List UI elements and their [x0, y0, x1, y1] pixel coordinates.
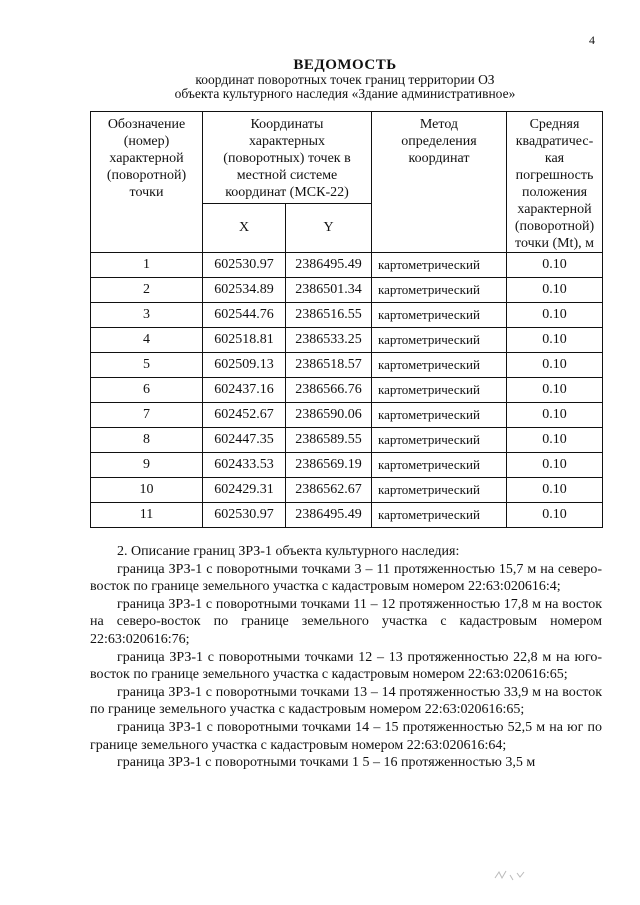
cell-y: 2386518.57 — [286, 353, 372, 378]
table-row — [91, 253, 603, 278]
cell-method: картометрический — [372, 453, 507, 478]
header-method: Метод определения координат — [372, 112, 507, 253]
cell-error: 0.10 — [507, 303, 603, 328]
document-heading — [100, 58, 590, 101]
cell-number: 2 — [91, 278, 203, 303]
cell-error: 0.10 — [507, 328, 603, 353]
cell-method: картометрический — [372, 303, 507, 328]
cell-method: картометрический — [372, 403, 507, 428]
table-row — [91, 403, 603, 428]
cell-error: 0.10 — [507, 378, 603, 403]
cell-method: картометрический — [372, 378, 507, 403]
page-number: 4 — [589, 33, 595, 47]
paragraph: граница ЗРЗ-1 с поворотными точками 12 – 13 протяженностью 22,8 м на юго-восток по границе земельного участка с кадастровым номером 22:63:020616:65; — [90, 649, 602, 683]
cell-number: 4 — [91, 328, 203, 353]
cell-error: 0.10 — [507, 403, 603, 428]
cell-y: 2386590.06 — [286, 403, 372, 428]
cell-error: 0.10 — [507, 453, 603, 478]
cell-x: 602534.89 — [203, 278, 286, 303]
cell-y: 2386533.25 — [286, 328, 372, 353]
table-row — [91, 428, 603, 453]
table-row — [91, 278, 603, 303]
cell-y: 2386495.49 — [286, 253, 372, 278]
cell-x: 602437.16 — [203, 378, 286, 403]
cell-method: картометрический — [372, 328, 507, 353]
table-row — [91, 353, 603, 378]
cell-method: картометрический — [372, 428, 507, 453]
cell-number: 1 — [91, 253, 203, 278]
cell-error: 0.10 — [507, 253, 603, 278]
cell-error: 0.10 — [507, 353, 603, 378]
section-2 — [90, 543, 602, 772]
heading-line-2: координат поворотных точек границ территории ОЗ — [195, 72, 495, 87]
table-row — [91, 453, 603, 478]
paragraph: граница ЗРЗ-1 с поворотными точками 11 – 12 протяженностью 17,8 м на восток на северо-восток по границе земельного участка с кадастровым номером 22:63:020616:76; — [90, 596, 602, 647]
cell-y: 2386589.55 — [286, 428, 372, 453]
cell-method: картометрический — [372, 278, 507, 303]
cell-x: 602452.67 — [203, 403, 286, 428]
table-row — [91, 303, 603, 328]
table-row — [91, 503, 603, 528]
cell-number: 9 — [91, 453, 203, 478]
table-row — [91, 328, 603, 353]
cell-y: 2386562.67 — [286, 478, 372, 503]
cell-y: 2386569.19 — [286, 453, 372, 478]
paragraph: граница ЗРЗ-1 с поворотными точками 13 – 14 протяженностью 33,9 м на восток по границе земельного участка с кадастровым номером 22:63:020616:65; — [90, 684, 602, 718]
cell-method: картометрический — [372, 353, 507, 378]
heading-title: ВЕДОМОСТЬ — [293, 57, 397, 73]
cell-number: 7 — [91, 403, 203, 428]
cell-y: 2386495.49 — [286, 503, 372, 528]
cell-x: 602429.31 — [203, 478, 286, 503]
pen-mark — [493, 866, 533, 884]
cell-method: картометрический — [372, 253, 507, 278]
cell-number: 5 — [91, 353, 203, 378]
paragraph: граница ЗРЗ-1 с поворотными точками 14 – 15 протяженностью 52,5 м на юг по границе земельного участка с кадастровым номером 22:63:020616:64; — [90, 719, 602, 753]
cell-method: картометрический — [372, 478, 507, 503]
cell-x: 602447.35 — [203, 428, 286, 453]
coordinates-table — [90, 111, 603, 528]
cell-x: 602530.97 — [203, 253, 286, 278]
cell-y: 2386516.55 — [286, 303, 372, 328]
cell-error: 0.10 — [507, 278, 603, 303]
cell-error: 0.10 — [507, 503, 603, 528]
paragraph: граница ЗРЗ-1 с поворотными точками 3 – 11 протяженностью 15,7 м на северо-восток по границе земельного участка с кадастровым номером 22:63:020616:4; — [90, 561, 602, 595]
header-x: X — [203, 204, 286, 253]
cell-y: 2386501.34 — [286, 278, 372, 303]
cell-number: 6 — [91, 378, 203, 403]
cell-x: 602509.13 — [203, 353, 286, 378]
heading-line-3: объекта культурного наследия «Здание административное» — [174, 86, 516, 101]
cell-number: 11 — [91, 503, 203, 528]
table-row — [91, 378, 603, 403]
paragraph: граница ЗРЗ-1 с поворотными точками 1 5 – 16 протяженностью 3,5 м — [117, 755, 536, 771]
cell-error: 0.10 — [507, 428, 603, 453]
cell-y: 2386566.76 — [286, 378, 372, 403]
cell-number: 3 — [91, 303, 203, 328]
header-coordinates: Координаты характерных (поворотных) точек в местной системе координат (МСК-22) — [203, 112, 372, 204]
cell-method: картометрический — [372, 503, 507, 528]
cell-x: 602433.53 — [203, 453, 286, 478]
header-error: Средняя квадратичес- кая погрешность положения характерной (поворотной) точки (Mt), м — [507, 112, 603, 253]
cell-number: 8 — [91, 428, 203, 453]
cell-x: 602530.97 — [203, 503, 286, 528]
section-2-title: 2. Описание границ ЗРЗ-1 объекта культурного наследия: — [117, 544, 460, 559]
header-designation: Обозначение (номер) характерной (поворотной) точки — [91, 112, 203, 253]
cell-error: 0.10 — [507, 478, 603, 503]
table-row — [91, 478, 603, 503]
cell-x: 602518.81 — [203, 328, 286, 353]
cell-x: 602544.76 — [203, 303, 286, 328]
header-y: Y — [286, 204, 372, 253]
cell-number: 10 — [91, 478, 203, 503]
